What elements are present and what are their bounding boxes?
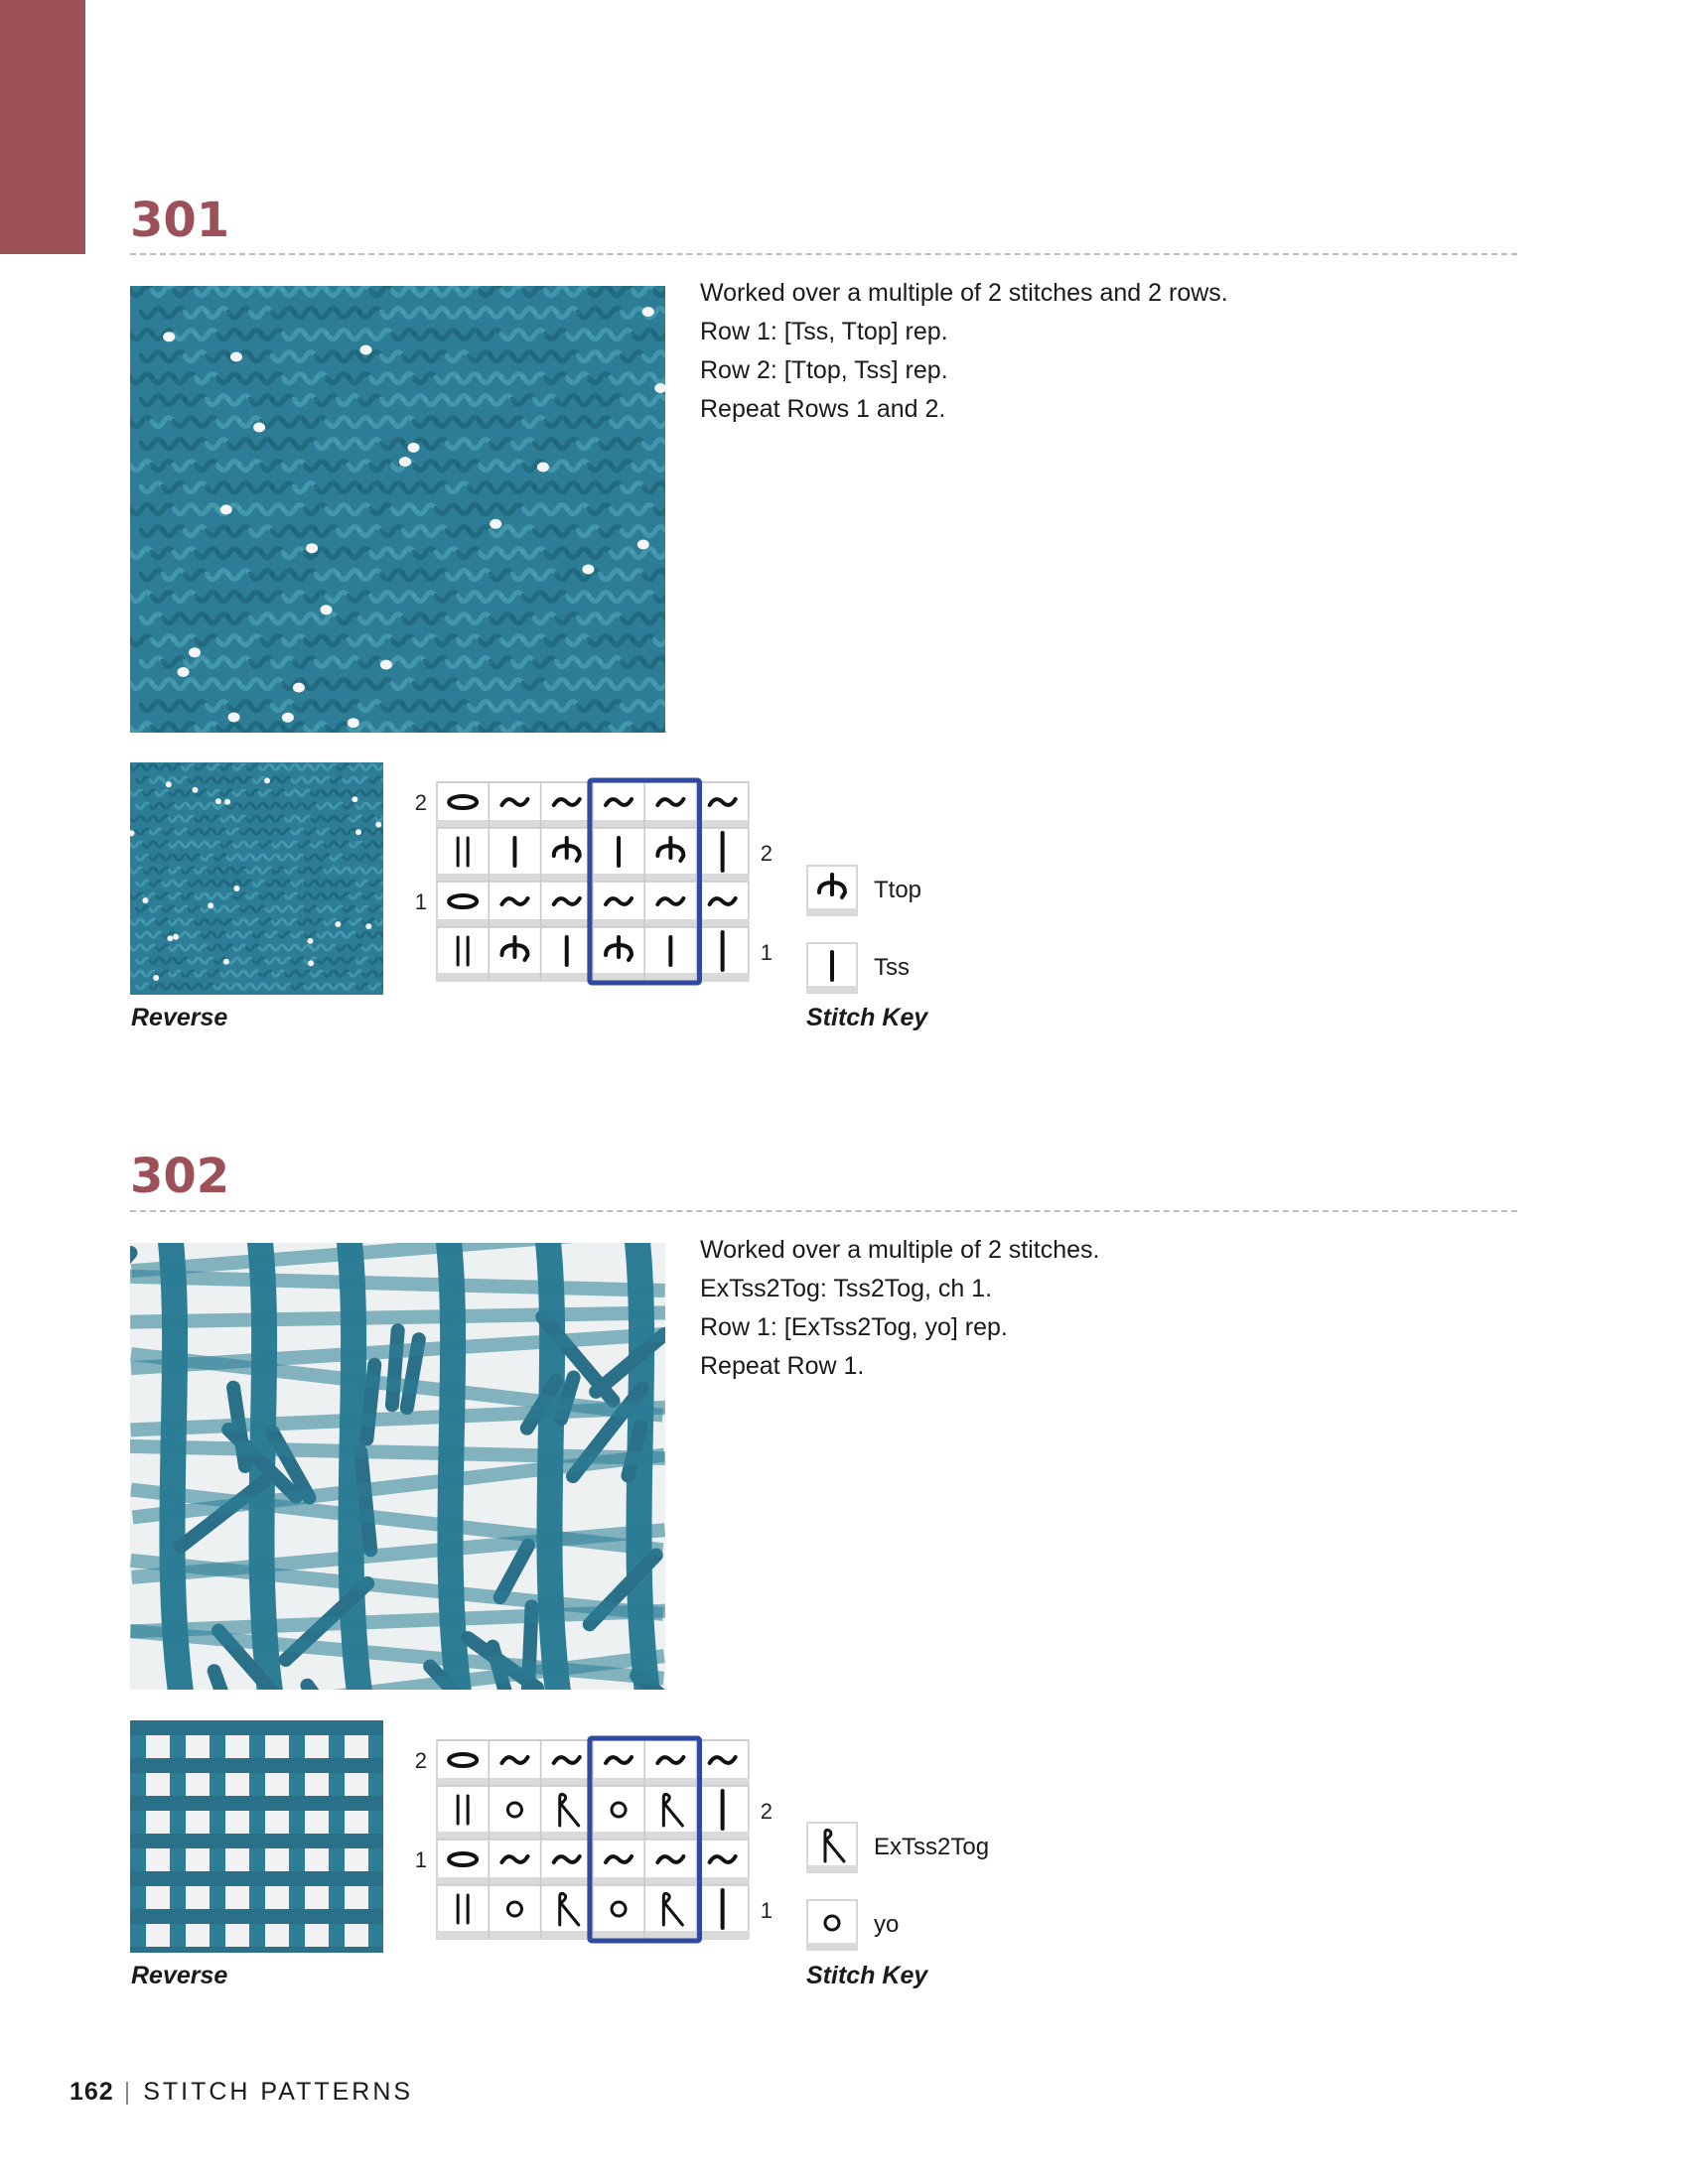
row-label: 1 bbox=[414, 1847, 427, 1872]
instruction-line: ExTss2Tog: Tss2Tog, ch 1. bbox=[700, 1275, 993, 1302]
page-number: 162 bbox=[70, 2078, 114, 2106]
instruction-line: Row 1: [Tss, Ttop] rep. bbox=[700, 318, 948, 345]
swatch-photo-301 bbox=[130, 286, 665, 733]
stitch-key-title-301: Stitch Key bbox=[806, 1004, 928, 1031]
reverse-caption-301: Reverse bbox=[131, 1004, 228, 1031]
row-label: 1 bbox=[760, 1898, 774, 1923]
row-label: 2 bbox=[760, 1799, 774, 1824]
section-name: STITCH PATTERNS bbox=[143, 2078, 414, 2106]
footer-separator: | bbox=[123, 2078, 134, 2106]
row-label: 2 bbox=[414, 790, 427, 815]
extss2tog-icon bbox=[806, 1822, 858, 1873]
yo-icon bbox=[806, 1899, 858, 1951]
stitch-chart-301 bbox=[397, 772, 794, 997]
reverse-swatch-photo-302 bbox=[130, 1720, 383, 1953]
stitch-key-label: ExTss2Tog bbox=[874, 1834, 990, 1860]
instructions-302 bbox=[700, 1231, 1455, 1386]
bar-icon bbox=[806, 942, 858, 994]
stitch-key-label: yo bbox=[874, 1911, 900, 1938]
stitch-chart-302 bbox=[397, 1730, 794, 1955]
swatch-photo-302 bbox=[130, 1243, 665, 1690]
stitch-key-title-302: Stitch Key bbox=[806, 1962, 928, 1989]
instruction-line: Worked over a multiple of 2 stitches. bbox=[700, 1236, 1100, 1264]
section-divider bbox=[130, 1210, 1517, 1212]
row-label: 1 bbox=[760, 940, 774, 965]
instruction-line: Repeat Rows 1 and 2. bbox=[700, 395, 946, 423]
instruction-line: Repeat Row 1. bbox=[700, 1352, 865, 1380]
instruction-line: Row 2: [Ttop, Tss] rep. bbox=[700, 356, 948, 384]
stitch-key-label: Tss bbox=[874, 954, 910, 981]
pattern-number-302: 302 bbox=[130, 1149, 230, 1204]
ttop-icon bbox=[806, 865, 858, 916]
instruction-line: Row 1: [ExTss2Tog, yo] rep. bbox=[700, 1313, 1008, 1341]
pattern-number-301: 301 bbox=[130, 193, 230, 248]
row-label: 2 bbox=[414, 1748, 427, 1773]
chapter-tab bbox=[0, 0, 85, 254]
section-divider bbox=[130, 253, 1517, 255]
instructions-301 bbox=[700, 274, 1455, 429]
page-footer bbox=[70, 2078, 413, 2107]
reverse-caption-302: Reverse bbox=[131, 1962, 228, 1989]
row-label: 1 bbox=[414, 889, 427, 914]
row-label: 2 bbox=[760, 841, 774, 866]
stitch-key-label: Ttop bbox=[874, 877, 922, 903]
reverse-swatch-photo-301 bbox=[130, 762, 383, 995]
instruction-line: Worked over a multiple of 2 stitches and 2 rows. bbox=[700, 279, 1228, 307]
